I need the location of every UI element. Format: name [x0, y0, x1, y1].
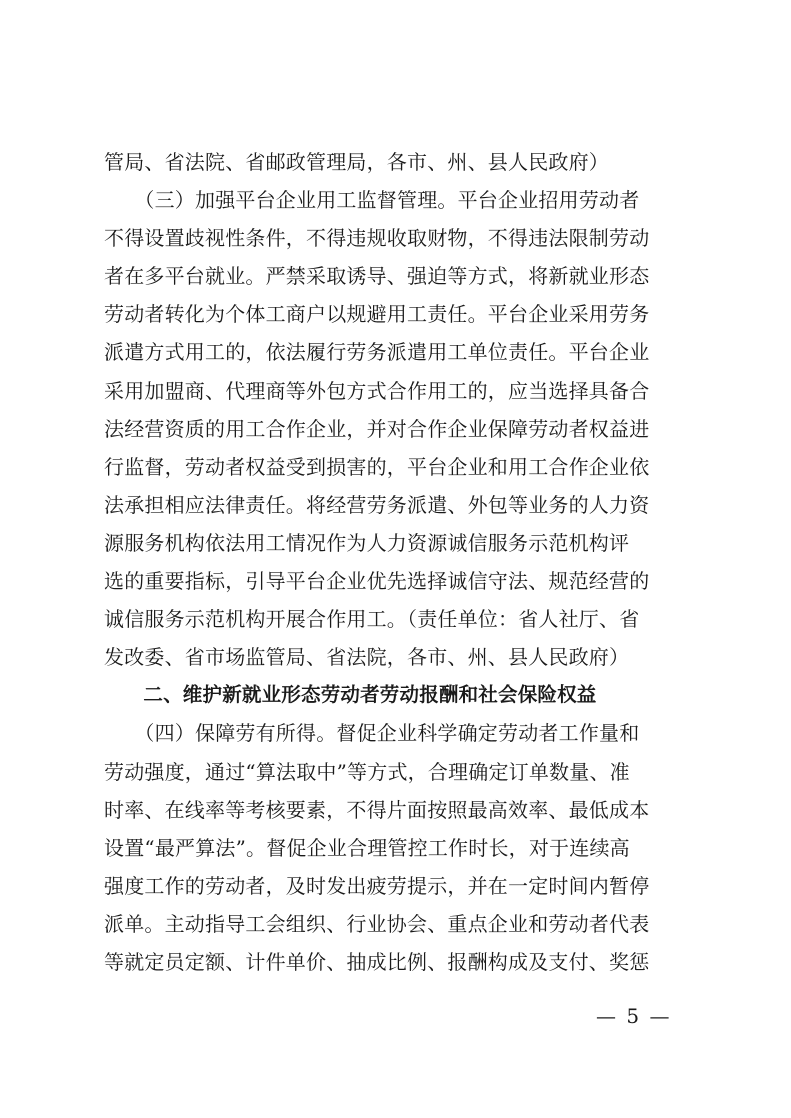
text-line: 不得设置歧视性条件，不得违规收取财物，不得违法限制劳动 — [104, 226, 650, 251]
text-line: 采用加盟商、代理商等外包方式合作用工的，应当选择具备合 — [104, 378, 650, 403]
text-line: 劳动强度，通过“算法取中”等方式，合理确定订单数量、准 — [104, 759, 630, 784]
text-line: 发改委、省市场监管局、省法院，各市、州、县人民政府） — [104, 645, 630, 670]
text-line: 劳动者转化为个体工商户以规避用工责任。平台企业采用劳务 — [104, 302, 650, 327]
text-line: 诚信服务示范机构开展合作用工。（责任单位：省人社厅、省 — [104, 607, 640, 632]
text-line: 选的重要指标，引导平台企业优先选择诚信守法、规范经营的 — [104, 569, 650, 594]
text-line: 者在多平台就业。严禁采取诱导、强迫等方式，将新就业形态 — [104, 264, 650, 289]
text-line: 源服务机构依法用工情况作为人力资源诚信服务示范机构评 — [104, 530, 630, 555]
text-line: 派遣方式用工的，依法履行劳务派遣用工单位责任。平台企业 — [104, 340, 650, 365]
text-line: （四）保障劳有所得。督促企业科学确定劳动者工作量和 — [104, 721, 640, 746]
page-number: — 5 — — [596, 1004, 672, 1028]
text-line: 行监督，劳动者权益受到损害的，平台企业和用工合作企业依 — [104, 454, 650, 479]
body-text — [104, 143, 694, 981]
text-line: 设置“最严算法”。督促企业合理管控工作时长，对于连续高 — [104, 835, 630, 860]
text-line: 等就定员定额、计件单价、抽成比例、报酬构成及支付、奖惩 — [104, 949, 650, 974]
section-heading: 二、维护新就业形态劳动者劳动报酬和社会保险权益 — [104, 683, 597, 707]
text-line: 派单。主动指导工会组织、行业协会、重点企业和劳动者代表 — [104, 911, 650, 936]
text-line: 管局、省法院、省邮政管理局，各市、州、县人民政府） — [104, 150, 609, 174]
text-line: （三）加强平台企业用工监督管理。平台企业招用劳动者 — [104, 188, 640, 213]
text-line: 强度工作的劳动者，及时发出疲劳提示，并在一定时间内暂停 — [104, 873, 650, 898]
text-line: 时率、在线率等考核要素，不得片面按照最高效率、最低成本 — [104, 797, 650, 822]
text-line: 法承担相应法律责任。将经营劳务派遣、外包等业务的人力资 — [104, 492, 650, 517]
text-line: 法经营资质的用工合作企业，并对合作企业保障劳动者权益进 — [104, 416, 650, 441]
